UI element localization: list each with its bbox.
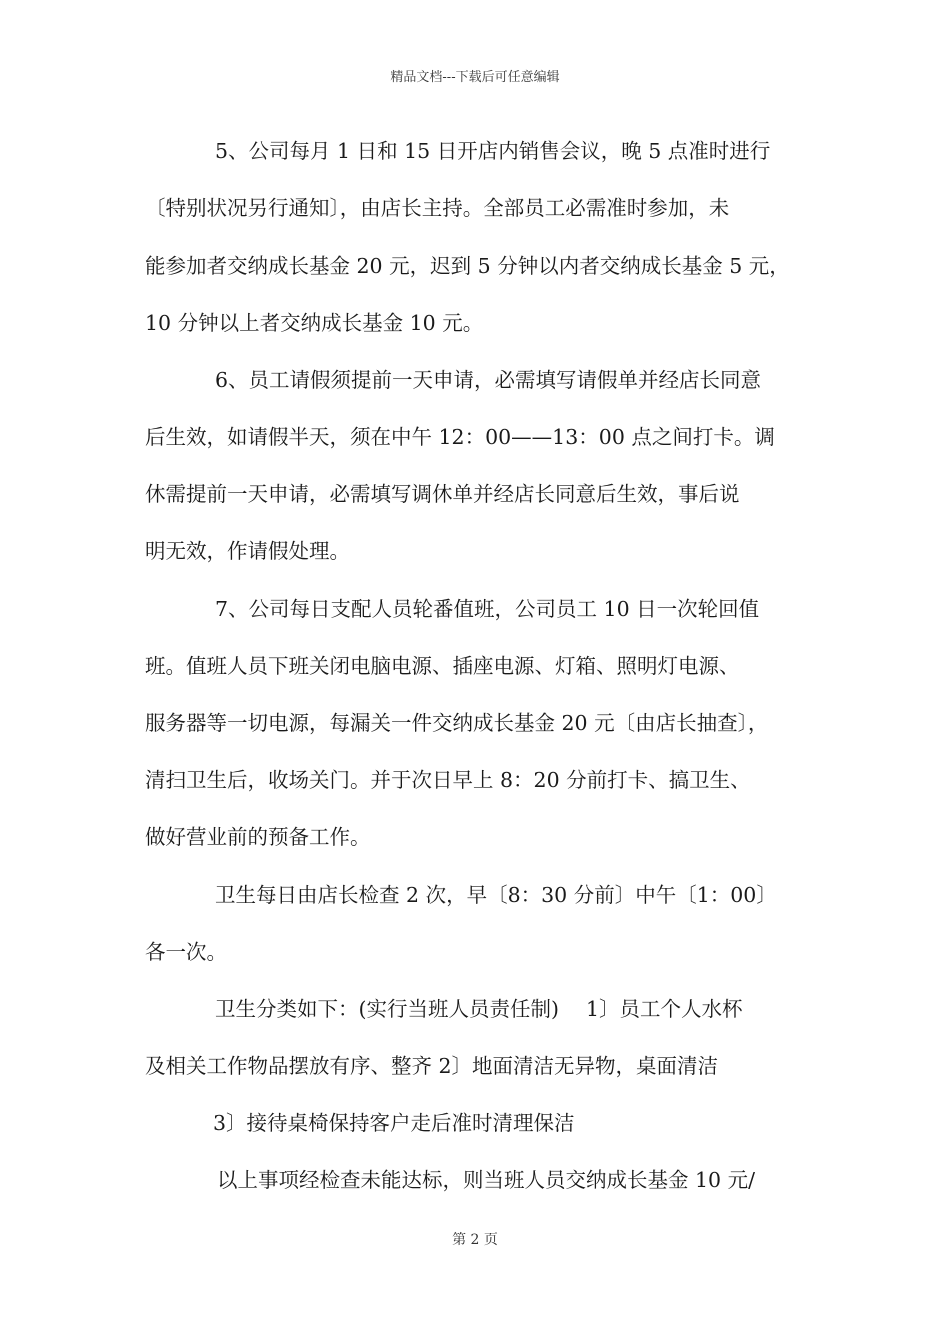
paragraph-7-line-4: 清扫卫生后，收场关门。并于次日早上 8：20 分前打卡、搞卫生、 [145, 768, 751, 792]
paragraph-5-line-2: 〔特别状况另行通知〕，由店长主持。全部员工必需准时参加，未 [145, 196, 730, 220]
paragraph-5-line-1: 5、公司每月 1 日和 15 日开店内销售会议，晚 5 点准时进行 [215, 139, 771, 163]
paragraph-7-line-1: 7、公司每日支配人员轮番值班，公司员工 10 日一次轮回值 [215, 597, 760, 621]
paragraph-7-line-5: 做好营业前的预备工作。 [145, 825, 371, 849]
hygiene-check-line-1: 卫生每日由店长检查 2 次，早〔8：30 分前〕中午〔1：00〕 [215, 883, 777, 907]
page-number: 第 2 页 [452, 1232, 498, 1248]
paragraph-5-line-4: 10 分钟以上者交纳成长基金 10 元。 [145, 311, 484, 335]
paragraph-6-line-3: 休需提前一天申请，必需填写调休单并经店长同意后生效，事后说 [145, 482, 740, 506]
paragraph-6-line-2: 后生效，如请假半天，须在中午 12：00——13：00 点之间打卡。调 [145, 425, 775, 449]
hygiene-categories-line-1: 卫生分类如下：(实行当班人员责任制) 1〕员工个人水杯 [215, 997, 743, 1021]
hygiene-categories-line-3: 3〕接待桌椅保持客户走后准时清理保洁 [213, 1111, 575, 1135]
penalty-line-1: 以上事项经检查未能达标，则当班人员交纳成长基金 10 元/ [217, 1168, 756, 1192]
paragraph-7-line-3: 服务器等一切电源，每漏关一件交纳成长基金 20 元〔由店长抽查〕， [145, 711, 769, 735]
page-header: 精品文档---下载后可任意编辑 [390, 70, 560, 85]
hygiene-categories-line-2: 及相关工作物品摆放有序、整齐 2〕地面清洁无异物，桌面清洁 [145, 1054, 719, 1078]
paragraph-6-line-4: 明无效，作请假处理。 [145, 539, 350, 563]
paragraph-6-line-1: 6、员工请假须提前一天申请，必需填写请假单并经店长同意 [215, 368, 762, 392]
paragraph-5-line-3: 能参加者交纳成长基金 20 元，迟到 5 分钟以内者交纳成长基金 5 元， [145, 254, 790, 278]
paragraph-7-line-2: 班。值班人员下班关闭电脑电源、插座电源、灯箱、照明灯电源、 [145, 654, 740, 678]
hygiene-check-line-2: 各一次。 [145, 940, 227, 964]
